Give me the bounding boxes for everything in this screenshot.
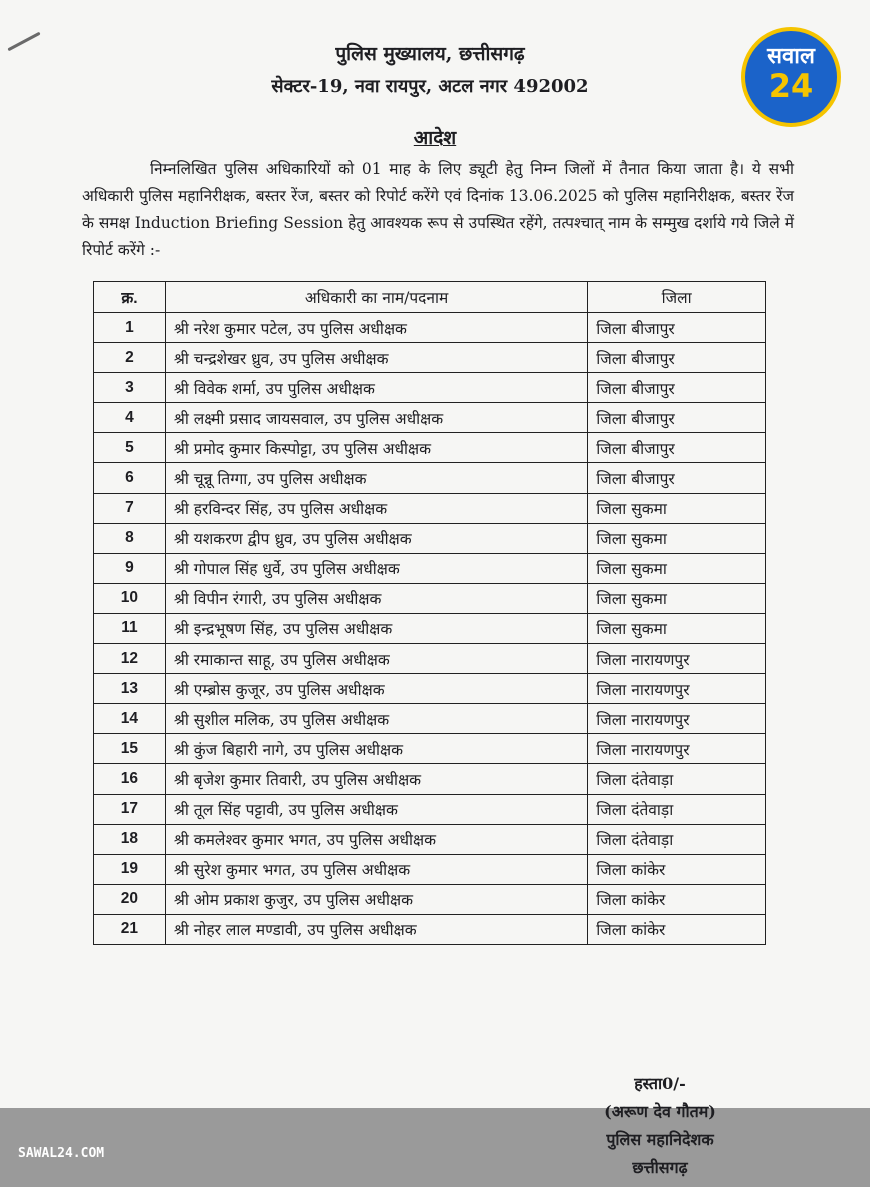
table-row bbox=[94, 523, 766, 553]
row-officer: श्री नरेश कुमार पटेल, उप पुलिस अधीक्षक bbox=[165, 313, 587, 343]
row-district: जिला सुकमा bbox=[588, 493, 766, 523]
signatory-designation: पुलिस महानिदेशक bbox=[606, 1130, 714, 1149]
table-row bbox=[94, 403, 766, 433]
order-paragraph: निम्नलिखित पुलिस अधिकारियों को 01 माह के लिए ड्यूटी हेतु निम्न जिलों में तैनात किया जाता है। ये सभी अधिकारी पुलिस महानिरीक्षक, बस्तर रेंज, बस्तर को रिपोर्ट करेंगे एवं दिनांक 13.06.2025 को पुलिस महानिरीक्षक, बस्तर रेंज के समक्ष Induction Briefing Session हेतु आवश्यक रूप से उपस्थित रहेंगे, तत्पश्चात् नाम के सम्मुख दर्शाये गये जिले में रिपोर्ट करेंगे :- bbox=[82, 160, 794, 259]
row-serial: 20 bbox=[94, 884, 166, 914]
row-serial: 10 bbox=[94, 583, 166, 613]
row-district: जिला बीजापुर bbox=[588, 403, 766, 433]
logo-number: 24 bbox=[768, 67, 814, 105]
row-serial: 14 bbox=[94, 704, 166, 734]
row-district: जिला बीजापुर bbox=[588, 343, 766, 373]
table-row bbox=[94, 674, 766, 704]
row-district: जिला कांकेर bbox=[588, 854, 766, 884]
row-serial: 16 bbox=[94, 764, 166, 794]
row-district: जिला बीजापुर bbox=[588, 433, 766, 463]
row-serial: 6 bbox=[94, 463, 166, 493]
row-serial: 12 bbox=[94, 644, 166, 674]
header-district: जिला bbox=[588, 282, 766, 313]
row-serial: 4 bbox=[94, 403, 166, 433]
row-serial: 2 bbox=[94, 343, 166, 373]
row-officer: श्री तूल सिंह पट्टावी, उप पुलिस अधीक्षक bbox=[165, 794, 587, 824]
row-district: जिला सुकमा bbox=[588, 613, 766, 643]
row-officer: श्री चून्नू तिग्गा, उप पुलिस अधीक्षक bbox=[165, 463, 587, 493]
row-officer: श्री सुशील मलिक, उप पुलिस अधीक्षक bbox=[165, 704, 587, 734]
row-serial: 17 bbox=[94, 794, 166, 824]
row-officer: श्री हरविन्दर सिंह, उप पुलिस अधीक्षक bbox=[165, 493, 587, 523]
row-officer: श्री चन्द्रशेखर ध्रुव, उप पुलिस अधीक्षक bbox=[165, 343, 587, 373]
site-watermark: SAWAL24.COM bbox=[18, 1146, 105, 1161]
row-serial: 15 bbox=[94, 734, 166, 764]
letterhead bbox=[0, 40, 870, 98]
row-officer: श्री एम्ब्रोस कुजूर, उप पुलिस अधीक्षक bbox=[165, 674, 587, 704]
row-officer: श्री नोहर लाल मण्डावी, उप पुलिस अधीक्षक bbox=[165, 914, 587, 944]
table-row bbox=[94, 734, 766, 764]
table-row bbox=[94, 433, 766, 463]
row-district: जिला दंतेवाड़ा bbox=[588, 764, 766, 794]
row-officer: श्री इन्द्रभूषण सिंह, उप पुलिस अधीक्षक bbox=[165, 613, 587, 643]
row-officer: श्री विवेक शर्मा, उप पुलिस अधीक्षक bbox=[165, 373, 587, 403]
row-officer: श्री लक्ष्मी प्रसाद जायसवाल, उप पुलिस अधीक्षक bbox=[165, 403, 587, 433]
row-officer: श्री रमाकान्त साहू, उप पुलिस अधीक्षक bbox=[165, 644, 587, 674]
signature-block bbox=[560, 1070, 760, 1182]
row-district: जिला सुकमा bbox=[588, 523, 766, 553]
row-serial: 7 bbox=[94, 493, 166, 523]
row-district: जिला नारायणपुर bbox=[588, 734, 766, 764]
table-row bbox=[94, 613, 766, 643]
table-row bbox=[94, 764, 766, 794]
officer-table bbox=[93, 281, 766, 945]
row-serial: 11 bbox=[94, 613, 166, 643]
signatory-name: (अरूण देव गौतम) bbox=[604, 1102, 716, 1121]
row-district: जिला नारायणपुर bbox=[588, 674, 766, 704]
row-serial: 3 bbox=[94, 373, 166, 403]
row-serial: 1 bbox=[94, 313, 166, 343]
office-name: पुलिस मुख्यालय, छत्तीसगढ़ bbox=[335, 43, 525, 65]
row-officer: श्री गोपाल सिंह धुर्वे, उप पुलिस अधीक्षक bbox=[165, 553, 587, 583]
row-officer: श्री कुंज बिहारी नागे, उप पुलिस अधीक्षक bbox=[165, 734, 587, 764]
row-officer: श्री बृजेश कुमार तिवारी, उप पुलिस अधीक्षक bbox=[165, 764, 587, 794]
signatory-state: छत्तीसगढ़ bbox=[632, 1158, 688, 1177]
table-row bbox=[94, 884, 766, 914]
row-serial: 9 bbox=[94, 553, 166, 583]
row-district: जिला नारायणपुर bbox=[588, 644, 766, 674]
row-district: जिला बीजापुर bbox=[588, 373, 766, 403]
row-serial: 5 bbox=[94, 433, 166, 463]
row-officer: श्री प्रमोद कुमार किस्पोट्टा, उप पुलिस अधीक्षक bbox=[165, 433, 587, 463]
table-row bbox=[94, 343, 766, 373]
row-district: जिला बीजापुर bbox=[588, 463, 766, 493]
row-district: जिला कांकेर bbox=[588, 884, 766, 914]
row-district: जिला नारायणपुर bbox=[588, 704, 766, 734]
row-serial: 18 bbox=[94, 824, 166, 854]
row-officer: श्री विपीन रंगारी, उप पुलिस अधीक्षक bbox=[165, 583, 587, 613]
table-row bbox=[94, 854, 766, 884]
table-row bbox=[94, 493, 766, 523]
row-officer: श्री सुरेश कुमार भगत, उप पुलिस अधीक्षक bbox=[165, 854, 587, 884]
table-row bbox=[94, 313, 766, 343]
table-row bbox=[94, 824, 766, 854]
table-row bbox=[94, 463, 766, 493]
row-district: जिला सुकमा bbox=[588, 583, 766, 613]
row-district: जिला बीजापुर bbox=[588, 313, 766, 343]
row-officer: श्री यशकरण द्वीप ध्रुव, उप पुलिस अधीक्षक bbox=[165, 523, 587, 553]
table-row bbox=[94, 583, 766, 613]
signed-mark: हस्ता0/- bbox=[634, 1074, 686, 1093]
header-serial: क्र. bbox=[94, 282, 166, 313]
row-district: जिला दंतेवाड़ा bbox=[588, 794, 766, 824]
table-row bbox=[94, 553, 766, 583]
table-row bbox=[94, 914, 766, 944]
sawal24-logo bbox=[741, 27, 841, 127]
logo-text: सवाल bbox=[767, 44, 815, 69]
table-row bbox=[94, 373, 766, 403]
row-district: जिला कांकेर bbox=[588, 914, 766, 944]
table-row bbox=[94, 704, 766, 734]
row-officer: श्री ओम प्रकाश कुजुर, उप पुलिस अधीक्षक bbox=[165, 884, 587, 914]
row-serial: 19 bbox=[94, 854, 166, 884]
row-district: जिला दंतेवाड़ा bbox=[588, 824, 766, 854]
row-district: जिला सुकमा bbox=[588, 553, 766, 583]
table-row bbox=[94, 644, 766, 674]
table-header-row bbox=[94, 282, 766, 313]
table-row bbox=[94, 794, 766, 824]
header-officer: अधिकारी का नाम/पदनाम bbox=[165, 282, 587, 313]
office-address: सेक्टर-19, नवा रायपुर, अटल नगर 492002 bbox=[271, 76, 589, 97]
order-title: आदेश bbox=[413, 127, 457, 149]
row-serial: 8 bbox=[94, 523, 166, 553]
row-officer: श्री कमलेश्वर कुमार भगत, उप पुलिस अधीक्षक bbox=[165, 824, 587, 854]
row-serial: 21 bbox=[94, 914, 166, 944]
row-serial: 13 bbox=[94, 674, 166, 704]
